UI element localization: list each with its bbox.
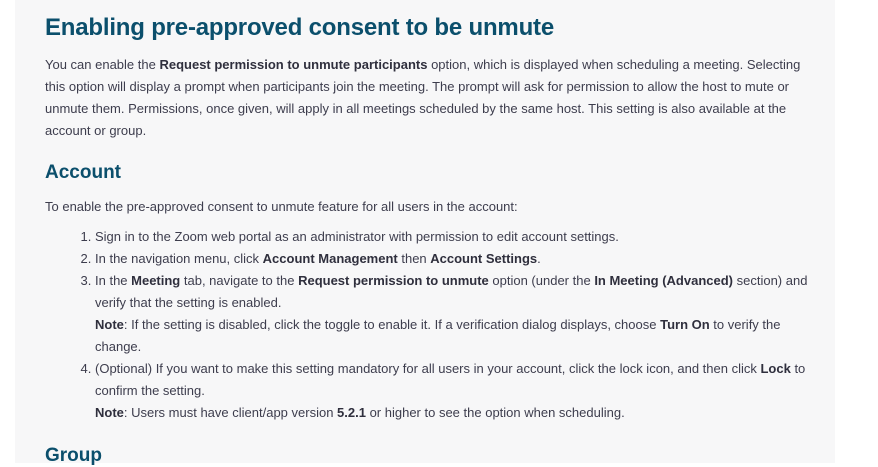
- section-heading-group: Group: [45, 445, 102, 466]
- account-lead: To enable the pre-approved consent to unmute feature for all users in the account:: [45, 199, 518, 214]
- step-2: 2. In the navigation menu, click Account Management then Account Settings.: [95, 248, 815, 270]
- step-3: 3. In the Meeting tab, navigate to the Request permission to unmute option (under the In Meeting (Advanced) section) and verify that the setting is enabled. Note: If the setting is disabled, click the toggle to enable it. If a verification dialog displays, choose Turn On to verify the change.: [95, 270, 815, 358]
- intro-paragraph: You can enable the Request permission to unmute participants option, which is displayed when scheduling a meeting. Selecting this option will display a prompt when participants join the meeting. The prompt will ask for permission to allow the host to mute or unmute them. Permissions, once given, will apply in all meetings scheduled by the same host. This setting is also available at the account or group.: [45, 57, 801, 138]
- page-title: Enabling pre-approved consent to be unmute: [45, 14, 554, 41]
- step-1: 1. Sign in to the Zoom web portal as an administrator with permission to edit account settings.: [95, 226, 815, 248]
- step-4-note: Note: Users must have client/app version 5.2.1 or higher to see the option when scheduling.: [95, 405, 625, 420]
- step-3-note: Note: If the setting is disabled, click the toggle to enable it. If a verification dialog displays, choose Turn On to verify the change.: [95, 317, 781, 354]
- section-heading-account: Account: [45, 162, 121, 183]
- option-name: Request permission to unmute participants: [159, 57, 428, 72]
- step-4: 4. (Optional) If you want to make this setting mandatory for all users in your account, click the lock icon, and then click Lock to confirm the setting. Note: Users must have client/app version 5.2.1 or higher to see the option when scheduling.: [95, 358, 815, 424]
- account-steps-list: [45, 226, 815, 424]
